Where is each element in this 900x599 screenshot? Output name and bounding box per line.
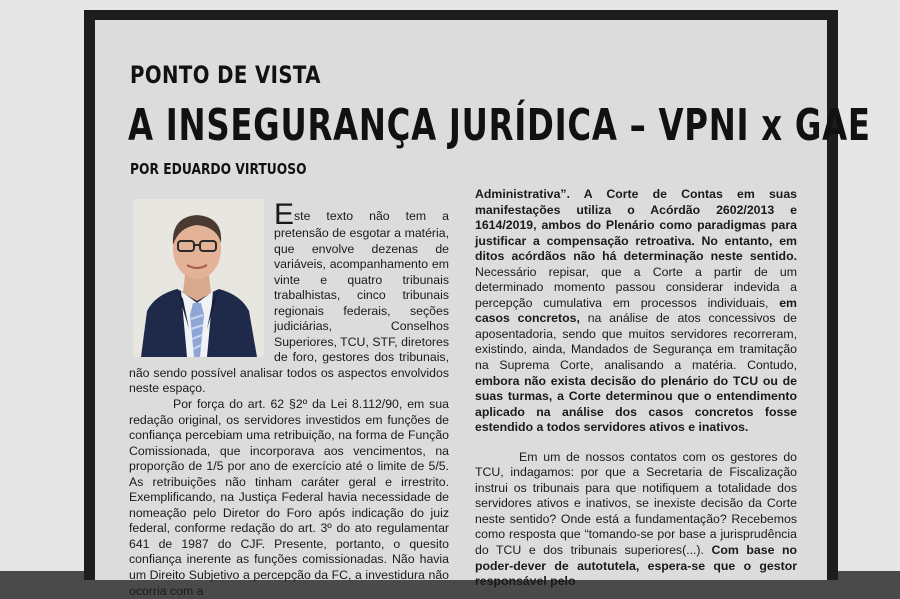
article-column-right bbox=[475, 187, 797, 590]
viewer-background-left bbox=[0, 0, 95, 571]
paragraph-intro bbox=[129, 198, 449, 397]
article-column-left bbox=[129, 198, 449, 599]
bold-text: Administrativa”. A Corte de Contas em suas manifestações utiliza o Acórdão 2602/2013 e 1614/2019, ambos do Plenário como paradigmas para justificar a compensação retroativa. No entanto, em ditos acórdãos não há determinação neste sentido. bbox=[475, 187, 797, 264]
paragraph-intro-text: ste texto não tem a pretensão de esgotar a matéria, que envolve dezenas de variáveis, acompanhamento em vinte e quatro tribunais trabalhistas, cinco tribunais regionais federais, seções judiciárias, Conselhos Superiores, TCU, STF, diretores de foro, gestores dos tribunais, não sendo possível analisar todos os aspectos envolvidos neste espaço. bbox=[129, 209, 449, 396]
bold-text: embora não exista decisão do plenário do TCU ou de suas turmas, a Corte determinou que o entendimento aplicado na análise dos casos concretos fosse estendido a todos servidores ativos e inativos. bbox=[475, 373, 797, 435]
viewer-background-top bbox=[0, 0, 900, 10]
body-text: Em um de nossos contatos com os gestores do TCU, indagamos: por que a Secretaria de Fiscalização instrui os tribunais para que notifiquem a totalidade dos servidores ativos e inativos, se inexiste decisão da Corte neste sentido? Onde está a fundamentação? Recebemos como resposta que “tomando-se por base a jurisprudência do TCU e dos tribunais superiores(...). bbox=[475, 449, 797, 558]
author-byline: POR EDUARDO VIRTUOSO bbox=[130, 160, 307, 178]
paragraph-law: Por força do art. 62 §2º da Lei 8.112/90, em sua redação original, os servidores investidos em funções de confiança percebiam uma retribuição, na forma de Função Comissionada, que incorporava aos vencimentos, na proporção de 1/5 por ano de exercício até o limite de 5/5. As retribuições não tinham caráter geral e irrestrito. Exemplificando, na Justiça Federal havia necessidade de nomeação pelo Diretor do Foro após indicação do juiz federal, conforme redação do art. 3º do ato regulamentar 641 de 1987 do CJF. Presente, portanto, o quesito confiança inerente as funções comissionadas. Não havia um Direito Subjetivo a percepção da FC, a investidura não ocorria com a bbox=[129, 397, 449, 598]
article-headline: A INSEGURANÇA JURÍDICA – VPNI x GAE bbox=[128, 100, 871, 151]
body-text: na análise de atos concessivos de aposentadoria, sendo que muitos servidores recorreram, existindo, ainda, Mandados de Segurança em tramitação na Suprema Corte, analisando a matéria. Contudo, bbox=[475, 311, 797, 373]
paragraph-gap bbox=[475, 436, 797, 450]
section-label: PONTO DE VISTA bbox=[130, 61, 321, 89]
bold-text: em casos concretos, bbox=[475, 295, 797, 326]
body-text: Necessário repisar, que a Corte a partir de um determinado momento passou considerar indevida a percepção cumulativa em processos individuais, bbox=[475, 264, 797, 310]
bold-text: Com base no poder-dever de autotutela, espera-se que o gestor responsável pelo bbox=[475, 543, 797, 589]
paragraph-contacts bbox=[475, 450, 797, 590]
photo-float-spacer bbox=[129, 204, 274, 359]
paragraph-tcu-analysis bbox=[475, 187, 797, 436]
drop-cap: E bbox=[274, 198, 295, 231]
